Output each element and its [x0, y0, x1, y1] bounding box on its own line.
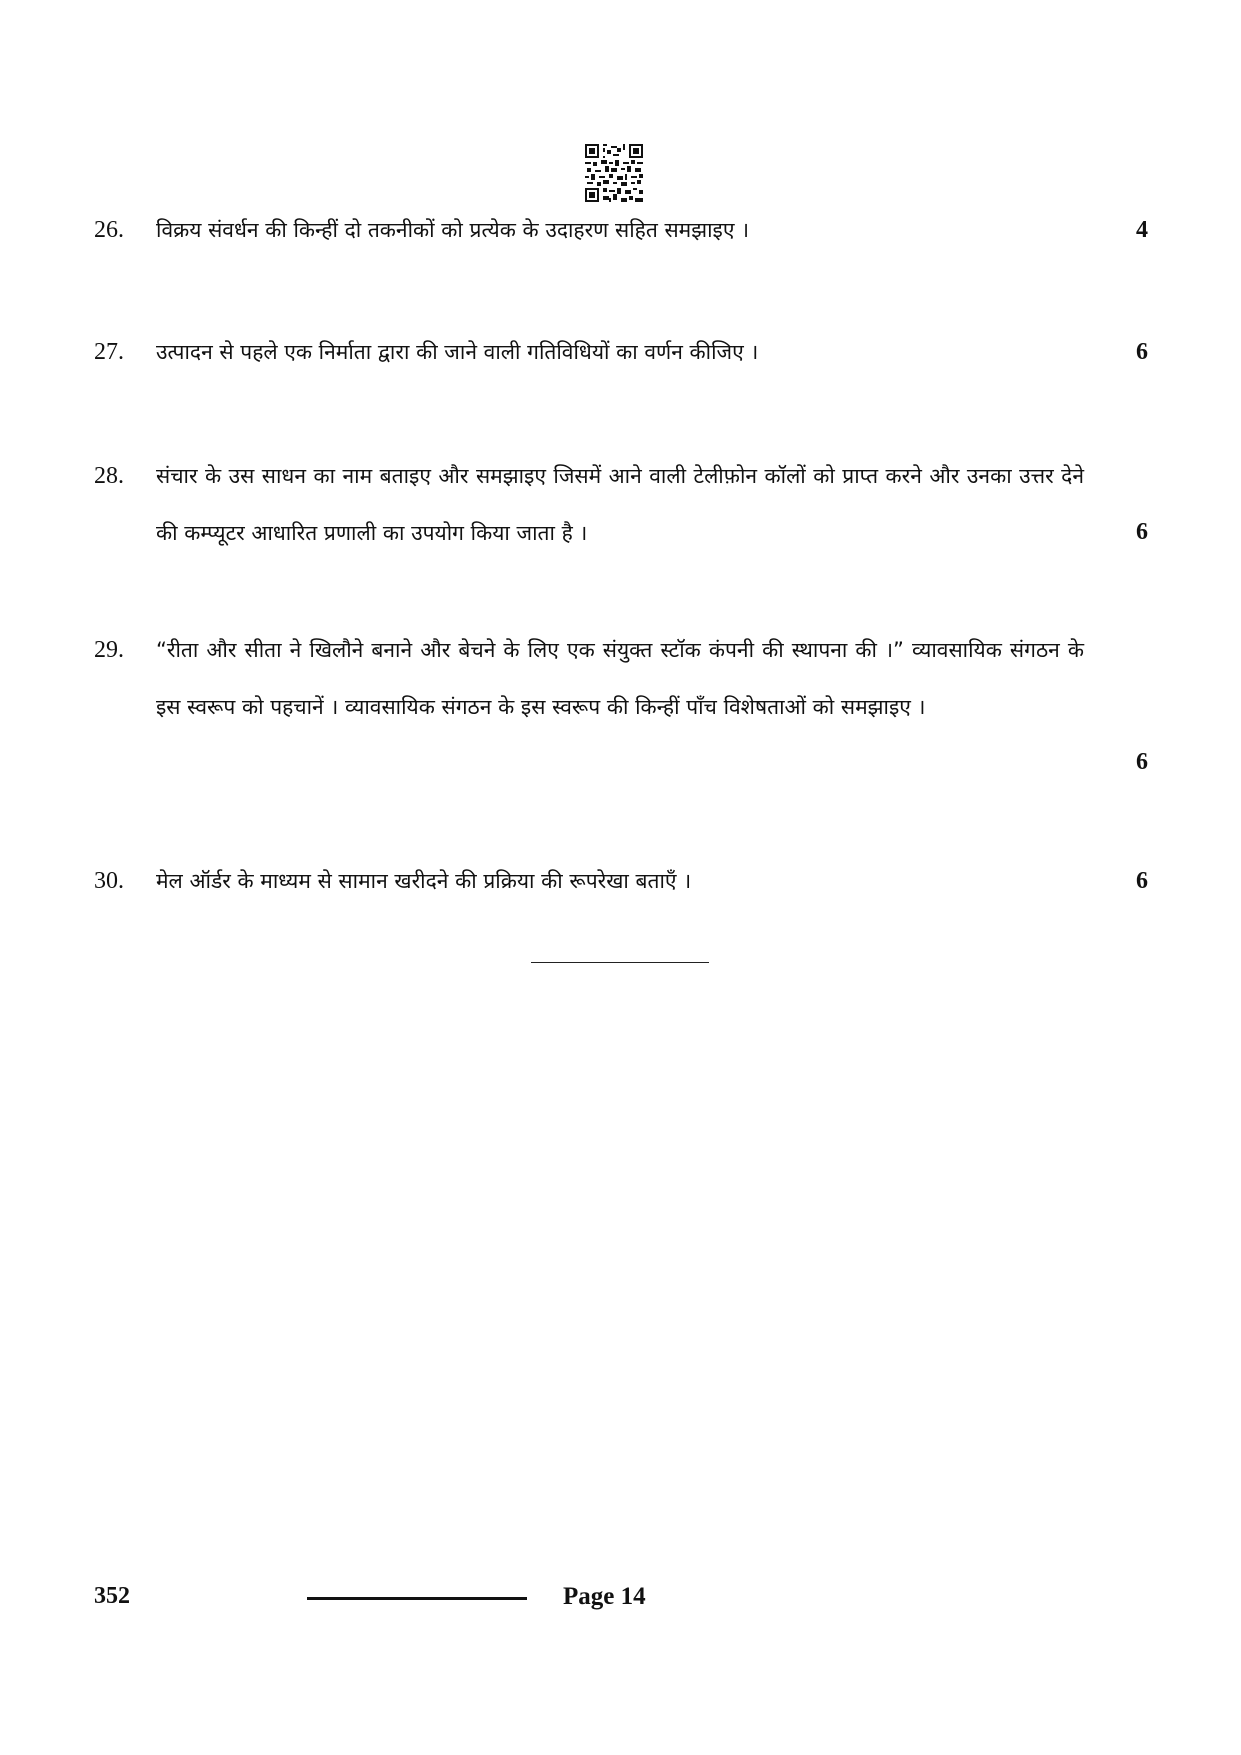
- question-number: 26.: [94, 217, 124, 243]
- question-number: 29.: [94, 637, 124, 663]
- paper-code: 352: [94, 1583, 130, 1609]
- question-marks: 6: [1136, 868, 1148, 894]
- question-number: 30.: [94, 868, 124, 894]
- question-text: विक्रय संवर्धन की किन्हीं दो तकनीकों को प्रत्येक के उदाहरण सहित समझाइए ।: [156, 218, 750, 242]
- footer-divider: [307, 1597, 527, 1600]
- question-marks: 6: [1136, 339, 1148, 365]
- page-number: Page 14: [563, 1583, 646, 1610]
- question-number: 27.: [94, 339, 124, 365]
- question-text: मेल ऑर्डर के माध्यम से सामान खरीदने की प्रक्रिया की रूपरेखा बताएँ ।: [156, 869, 692, 893]
- qr-code-icon: [585, 144, 643, 202]
- question-number: 28.: [94, 463, 124, 489]
- question-text: संचार के उस साधन का नाम बताइए और समझाइए जिसमें आने वाली टेलीफ़ोन कॉलों को प्राप्त करने और उनका उत्तर देने की कम्प्यूटर आधारित प्रणाली का उपयोग किया जाता है ।: [156, 464, 1084, 545]
- question-marks: 6: [1136, 519, 1148, 545]
- question-marks: 4: [1136, 217, 1148, 243]
- question-marks: 6: [1136, 749, 1148, 775]
- question-text: उत्पादन से पहले एक निर्माता द्वारा की जाने वाली गतिविधियों का वर्णन कीजिए ।: [156, 340, 759, 364]
- question-text: “रीता और सीता ने खिलौने बनाने और बेचने के लिए एक संयुक्त स्टॉक कंपनी की स्थापना की ।” व्यावसायिक संगठन के इस स्वरूप को पहचानें । व्यावसायिक संगठन के इस स्वरूप की किन्हीं पाँच विशेषताओं को समझाइए ।: [156, 638, 1084, 719]
- end-of-questions-rule: [531, 962, 709, 963]
